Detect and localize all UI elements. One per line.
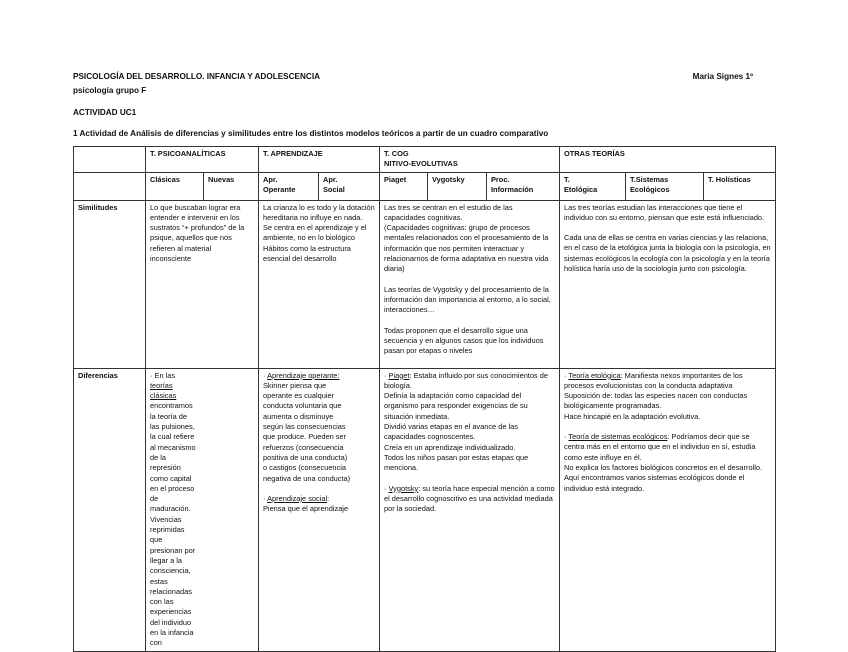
diferencias-row xyxy=(74,368,776,651)
sub-procesamiento: Proc. Información xyxy=(487,172,560,200)
sub-sistemas-ecologicos: T.Sistemas Ecológicos xyxy=(626,172,704,200)
sub-social: Apr. Social xyxy=(319,172,380,200)
group-header-row xyxy=(74,147,776,173)
group-aprendizaje: T. APRENDIZAJE xyxy=(259,147,380,173)
author-name: Maria Signes 1º xyxy=(692,72,753,81)
aprendizaje-social-link: Aprendizaje social xyxy=(267,493,328,503)
instruction-text: 1 Actividad de Análisis de diferencias y similitudes entre los distintos modelos teóricos a partir de un cuadro comparativo xyxy=(73,129,549,138)
diferencias-aprendizaje-cell: · Aprendizaje operante: Skinner piensa que operante es cualquier conducta voluntaria que aumenta o disminuye según las consecuencias que produce. Pueden ser refuerzos (consecuencia positiva de una conducta) o castigos (consecuencia negativa de una conducta) · Aprendizaje social: Piensa que el aprendizaje xyxy=(259,368,380,651)
group-otras-teorias: OTRAS TEORÍAS xyxy=(560,147,776,173)
similitudes-otras-cell xyxy=(560,200,776,368)
comparison-table xyxy=(73,146,776,652)
row-label-similitudes: Similitudes xyxy=(74,200,146,368)
sistemas-ecologicos-link: Teoría de sistemas ecológicos xyxy=(568,432,668,442)
subheader-row xyxy=(74,172,776,200)
similitudes-otras-p1: Las tres teorías estudian las interacciones que tiene el individuo con su entorno, piensan que este está influenciado. xyxy=(564,202,765,222)
similitudes-aprendizaje-cell: La crianza lo es todo y la dotación hereditaria no influye en nada. Se centra en el aprendizaje y el ambiente, no en lo biológico Hábitos como la estructura esencial del desarrollo xyxy=(259,200,380,368)
group-cognitivo-evolutivas: T. COG NITIVO-EVOLUTIVAS xyxy=(380,147,560,173)
similitudes-cognitivo-p2: Las teorías de Vygotsky y del procesamiento de la información dan importancia al entorno, a lo social, interacciones… xyxy=(384,284,551,315)
similitudes-cognitivo-p3: Todas proponen que el desarrollo sigue una secuencia y en algunos casos que los individuos pasan por etapas o niveles xyxy=(384,325,544,356)
sub-operante: Apr. Operante xyxy=(259,172,319,200)
aprendizaje-operante-link: Aprendizaje operante: xyxy=(267,370,340,380)
diferencias-otras-cell: · Teoría etológica: Manifiesta nexos importantes de los procesos evolucionistas con la conducta adaptativa Suposición de: todas las especies nacen con conductas biológicamente programadas. Hace hincapié en la adaptación evolutiva. · Teoría de sistemas ecológicos: Podríamos decir que se centra más en el entorno que en el individuo en sí, estudia como este influye en él. No explica los factores biológicos concretos en el desarrollo. Aquí encontramos varios sistemas ecológicos donde el individuo está integrado. xyxy=(560,368,776,651)
diferencias-psico-cell: · En las teorías clásicas encontramos la teoría de las pulsiones, la cual refiere al mecanismo de la represión como capital en el proceso de maduración. Vivencias reprimidas que presionan por llegar a la consciencia, estas relacionadas con las experiencias del individuo en la infancia con xyxy=(146,368,259,651)
piaget-link: Piaget xyxy=(388,370,410,380)
document-title: PSICOLOGÍA DEL DESARROLLO. INFANCIA Y ADOLESCENCIA xyxy=(73,72,321,81)
similitudes-otras-p2: Cada una de ellas se centra en varias ciencias y las relaciona, en el caso de la etológica junta la biología con la psicología, en sistemas ecológicos la ecología con la psicología y en la teoría holística haría uso de la sociología junto con psicología. xyxy=(564,233,771,274)
subheader-blank xyxy=(74,172,146,200)
similitudes-row xyxy=(74,200,776,368)
activity-heading: ACTIVIDAD UC1 xyxy=(73,108,137,117)
sub-holisticas: T. Holísticas xyxy=(704,172,776,200)
sub-etologica: T. Etológica xyxy=(560,172,626,200)
sub-piaget: Piaget xyxy=(380,172,428,200)
subtitle: psicología grupo F xyxy=(73,86,147,95)
sub-vygotsky: Vygotsky xyxy=(428,172,487,200)
row-label-diferencias: Diferencias xyxy=(74,368,146,651)
similitudes-psico-cell: Lo que buscaban lograr era entender e intervenir en los sustratos “+ profundos” de la psique, aquellos que nos refieren al material inconsciente xyxy=(146,200,259,368)
sub-nuevas: Nuevas xyxy=(204,172,259,200)
teorias-clasicas-link: teorías clásicas xyxy=(150,380,177,401)
similitudes-cognitivo-cell xyxy=(380,200,560,368)
group-psicoanaliticas: T. PSICOANALÍTICAS xyxy=(146,147,259,173)
corner-cell xyxy=(74,147,146,173)
teoria-etologica-link: Teoría etológica xyxy=(568,370,621,380)
diferencias-cognitivo-cell: · Piaget: Estaba influido por sus conocimientos de biología. Definía la adaptación como capacidad del organismo para responder exigencias de su situación inmediata. Dividió varias etapas en el avance de las capacidades cognoscentes. Creía en un aprendizaje individualizado. Todos los niños pasan por estas etapas que menciona. · Vygotsky: su teoría hace especial mención a como el desarrollo cognoscitivo es una actividad mediada por la sociedad. xyxy=(380,368,560,651)
vygotsky-link: Vygotsky xyxy=(388,483,419,493)
similitudes-cognitivo-p1: Las tres se centran en el estudio de las capacidades cognitivas. (Capacidades cognitivas: grupo de procesos mentales relacionados con el procesamiento de la información que nos permiten interactuar y relacionarnos de forma adaptativa en nuestra vida diaria) xyxy=(384,202,549,274)
sub-clasicas: Clásicas xyxy=(146,172,204,200)
